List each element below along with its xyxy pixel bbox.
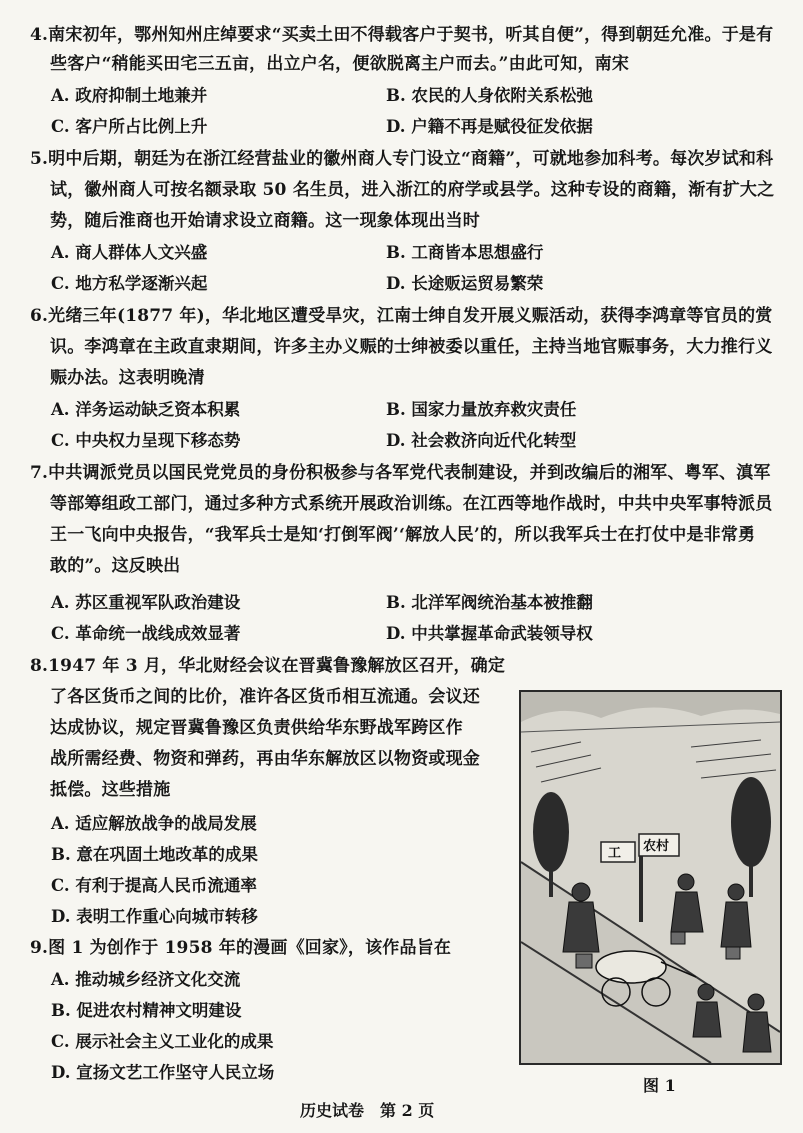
sign-label-left: 工 — [608, 846, 622, 861]
question-5-option-a: A. 商人群体人文兴盛 — [51, 243, 208, 262]
question-7-option-c: C. 革命统一战线成效显著 — [51, 624, 241, 643]
question-8-option-d: D. 表明工作重心向城市转移 — [51, 907, 258, 926]
page-footer: 历史试卷 第 2 页 — [300, 1101, 435, 1120]
question-4-stem-line-1: 4.南宋初年，鄂州知州庄绰要求“买卖土田不得载客户于契书，听其自便”，得到朝廷允准。于是有 — [30, 25, 774, 45]
question-8-stem-line-3: 达成协议，规定晋冀鲁豫区负责供给华东野战军跨区作 — [50, 718, 463, 738]
question-7-stem-line-1: 7.中共调派党员以国民党党员的身份积极参与各军党代表制建设，并到改编后的湘军、粤军、滇军 — [30, 463, 771, 483]
question-8-stem-line-5: 抵偿。这些措施 — [50, 780, 171, 800]
question-8-stem-line-4: 战所需经费、物资和弹药，再由华东解放区以物资或现金 — [50, 749, 480, 769]
question-9-option-c: C. 展示社会主义工业化的成果 — [51, 1032, 274, 1051]
question-5-stem-line-2: 试，徽州商人可按名额录取 50 名生员，进入浙江的府学或县学。这种专设的商籍，渐有扩大之 — [50, 180, 775, 200]
question-6-option-a: A. 洋务运动缺乏资本积累 — [51, 400, 241, 419]
question-6-stem-line-2: 识。李鸿章在主政直隶期间，许多主办义赈的士绅被委以重任，主持当地官赈事务，大力推行义 — [50, 337, 773, 357]
question-7-option-d: D. 中共掌握革命武装领导权 — [386, 624, 593, 643]
question-7-option-a: A. 苏区重视军队政治建设 — [51, 593, 241, 612]
question-4-option-d: D. 户籍不再是赋役征发依据 — [386, 117, 593, 136]
question-7-stem-line-4: 敢的”。这反映出 — [50, 556, 181, 576]
figure-caption: 图 1 — [643, 1076, 676, 1095]
question-9-stem-line-1: 9.图 1 为创作于 1958 年的漫画《回家》，该作品旨在 — [30, 938, 452, 958]
question-6-option-c: C. 中央权力呈现下移态势 — [51, 431, 241, 450]
question-8-option-b: B. 意在巩固土地改革的成果 — [51, 845, 258, 864]
question-6-option-d: D. 社会救济向近代化转型 — [386, 431, 577, 450]
question-6-option-b: B. 国家力量放弃救灾责任 — [386, 400, 577, 419]
question-5-option-c: C. 地方私学逐渐兴起 — [51, 274, 208, 293]
question-9-option-b: B. 促进农村精神文明建设 — [51, 1001, 242, 1020]
question-6-stem-line-1: 6.光绪三年(1877 年)，华北地区遭受旱灾，江南士绅自发开展义赈活动，获得李鸿章等官员的赏 — [30, 306, 773, 326]
question-8-option-c: C. 有利于提高人民币流通率 — [51, 876, 257, 895]
question-5-stem-line-3: 势，随后淮商也开始请求设立商籍。这一现象体现出当时 — [50, 211, 480, 231]
question-5-stem-line-1: 5.明中后期，朝廷为在浙江经营盐业的徽州商人专门设立“商籍”，可就地参加科考。每次岁试和科 — [30, 149, 774, 169]
question-4-option-b: B. 农民的人身依附关系松弛 — [386, 86, 593, 105]
question-8-stem-line-1: 8.1947 年 3 月，华北财经会议在晋冀鲁豫解放区召开，确定 — [30, 656, 506, 676]
question-8-option-a: A. 适应解放战争的战局发展 — [51, 814, 257, 833]
question-7-stem-line-3: 王一飞向中央报告，“我军兵士是知‘打倒军阀’‘解放人民’的，所以我军兵士在打仗中是非常勇 — [50, 525, 756, 545]
question-4-option-a: A. 政府抑制土地兼并 — [51, 86, 208, 105]
question-4-stem-line-2: 些客户“稍能买田宅三五亩，出立户名，便欲脱离主户而去。”由此可知，南宋 — [50, 54, 630, 74]
question-5-option-b: B. 工商皆本思想盛行 — [386, 243, 544, 262]
question-4-option-c: C. 客户所占比例上升 — [51, 117, 208, 136]
question-9-option-a: A. 推动城乡经济文化交流 — [51, 970, 241, 989]
cartoon-figure — [519, 690, 782, 1065]
sign-label-right: 农村 — [643, 839, 670, 854]
question-7-stem-line-2: 等部筹组政工部门，通过多种方式系统开展政治训练。在江西等地作战时，中共中央军事特派员 — [50, 494, 773, 514]
cartoon-illustration — [521, 692, 780, 1063]
question-5-option-d: D. 长途贩运贸易繁荣 — [386, 274, 544, 293]
question-7-option-b: B. 北洋军阀统治基本被推翻 — [386, 593, 593, 612]
question-9-option-d: D. 宣扬文艺工作坚守人民立场 — [51, 1063, 275, 1082]
question-6-stem-line-3: 赈办法。这表明晚清 — [50, 368, 205, 388]
question-8-stem-line-2: 了各区货币之间的比价，准许各区货币相互流通。会议还 — [50, 687, 480, 707]
